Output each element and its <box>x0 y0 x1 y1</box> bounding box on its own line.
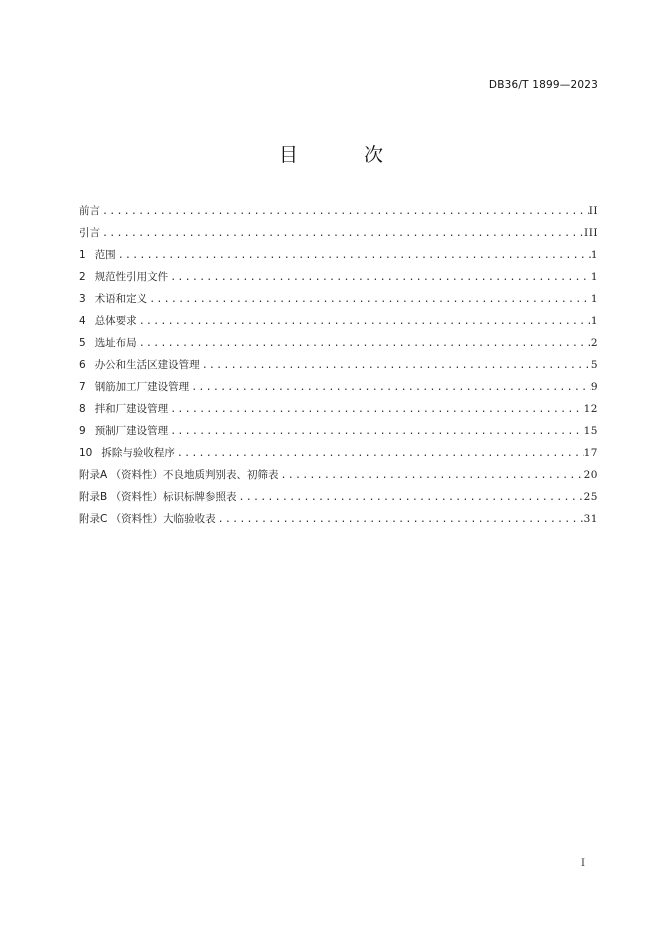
toc-entry-title: 钢筋加工厂建设管理 <box>94 381 190 393</box>
toc-entry-section-6[interactable] <box>79 354 598 376</box>
toc-entry-section-10[interactable] <box>79 442 598 464</box>
toc-entry-title: 选址布局 <box>94 337 137 349</box>
dot-leader <box>147 289 591 311</box>
page-title: 目 次 <box>278 144 414 166</box>
toc-entry-page: 17 <box>583 447 598 459</box>
toc-entry-section-1[interactable] <box>79 244 598 266</box>
toc-entry-number: 5 <box>79 337 86 349</box>
toc-entry-title: 引言 <box>79 227 100 239</box>
toc-entry-title: 总体要求 <box>94 315 137 327</box>
dot-leader <box>137 311 591 333</box>
toc-entry-page: 2 <box>590 337 598 349</box>
toc-entry-title: 术语和定义 <box>94 293 148 305</box>
toc-entry-number: 3 <box>79 293 86 305</box>
toc-entry-page: 9 <box>590 381 598 393</box>
dot-leader <box>116 245 591 267</box>
toc-entry-title: 附录A （资料性）不良地质判别表、初筛表 <box>79 469 279 481</box>
toc-entry-page: III <box>584 227 598 239</box>
dot-leader <box>189 377 591 399</box>
toc-entry-number: 6 <box>79 359 86 371</box>
toc-entry-title: 办公和生活区建设管理 <box>94 359 200 371</box>
toc-entry-number: 7 <box>79 381 86 393</box>
toc-entry-number: 10 <box>79 447 93 459</box>
toc-entry-page: 1 <box>590 249 598 261</box>
toc-entry-section-8[interactable] <box>79 398 598 420</box>
toc-entry-appendix-c[interactable] <box>79 508 598 530</box>
dot-leader <box>168 421 583 443</box>
toc-entry-appendix-a[interactable] <box>79 464 598 486</box>
toc-entry-page: 1 <box>590 315 598 327</box>
dot-leader <box>168 267 591 289</box>
document-code: DB36/T 1899—2023 <box>488 79 598 91</box>
toc-entry-page: 31 <box>583 513 598 525</box>
toc-entry-title: 附录B （资料性）标识标牌参照表 <box>79 491 237 503</box>
toc-entry-title: 附录C （资料性）大临验收表 <box>79 513 216 525</box>
dot-leader <box>200 355 591 377</box>
dot-leader <box>175 443 584 465</box>
toc-entry-number: 1 <box>79 249 86 261</box>
dot-leader <box>100 223 584 245</box>
dot-leader <box>137 333 591 355</box>
toc-entry-number: 9 <box>79 425 86 437</box>
toc-entry-page: 20 <box>583 469 598 481</box>
toc-entry-section-7[interactable] <box>79 376 598 398</box>
toc-entry-title: 预制厂建设管理 <box>94 425 169 437</box>
dot-leader <box>237 487 584 509</box>
toc-entry-page: II <box>588 205 598 217</box>
toc-entry-page: 25 <box>583 491 598 503</box>
toc-entry-number: 2 <box>79 271 86 283</box>
toc-entry-title: 拆除与验收程序 <box>101 447 175 459</box>
dot-leader <box>100 201 589 223</box>
toc-entry-foreword[interactable] <box>79 200 598 222</box>
toc-entry-page: 12 <box>583 403 598 415</box>
toc-entry-page: 1 <box>590 271 598 283</box>
toc-entry-number: 4 <box>79 315 86 327</box>
toc-entry-number: 8 <box>79 403 86 415</box>
toc-entry-section-5[interactable] <box>79 332 598 354</box>
toc-entry-appendix-b[interactable] <box>79 486 598 508</box>
toc-entry-title: 拌和厂建设管理 <box>94 403 169 415</box>
dot-leader <box>216 509 584 531</box>
toc-entry-title: 规范性引用文件 <box>94 271 169 283</box>
dot-leader <box>279 465 584 487</box>
table-of-contents <box>79 200 598 530</box>
dot-leader <box>168 399 583 421</box>
toc-entry-introduction[interactable] <box>79 222 598 244</box>
toc-entry-page: 1 <box>590 293 598 305</box>
toc-entry-section-4[interactable] <box>79 310 598 332</box>
toc-entry-section-2[interactable] <box>79 266 598 288</box>
toc-entry-page: 15 <box>583 425 598 437</box>
toc-entry-title: 前言 <box>79 205 100 217</box>
toc-entry-section-3[interactable] <box>79 288 598 310</box>
toc-entry-section-9[interactable] <box>79 420 598 442</box>
toc-entry-title: 范围 <box>94 249 116 261</box>
page-number: I <box>581 858 585 869</box>
toc-entry-page: 5 <box>590 359 598 371</box>
